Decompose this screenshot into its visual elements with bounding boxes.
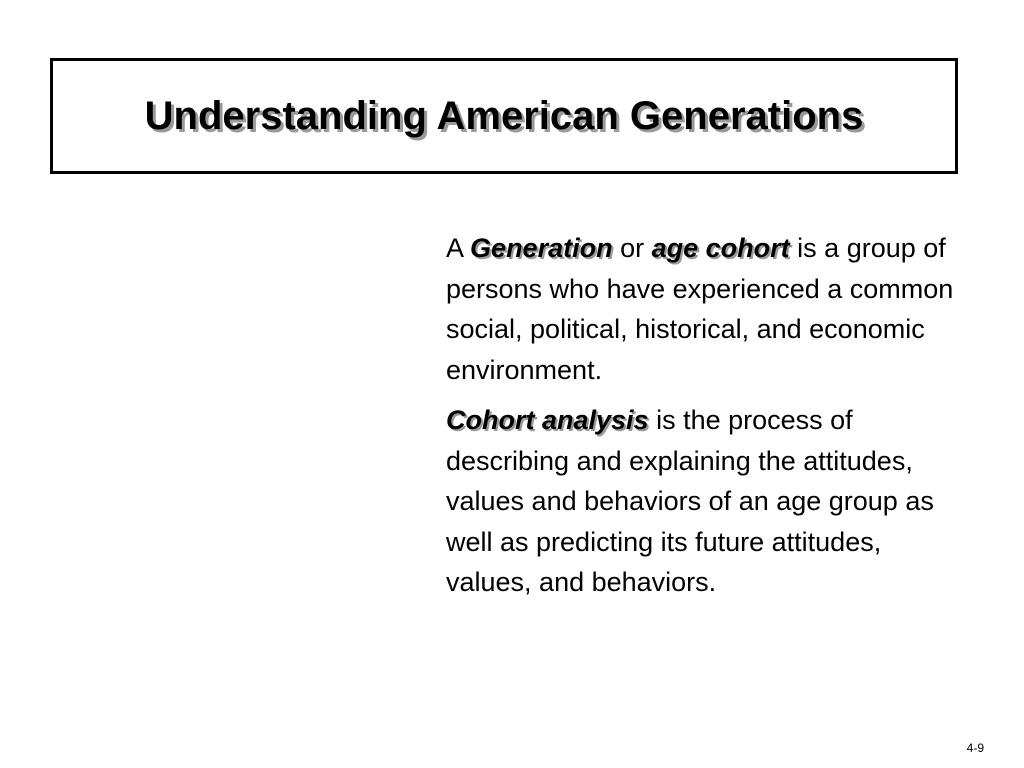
term-cohort-analysis: Cohort analysis bbox=[446, 405, 649, 435]
paragraph-connector: or bbox=[620, 233, 645, 263]
term-generation: Generation bbox=[470, 233, 613, 263]
slide-number: 4-9 bbox=[966, 741, 984, 755]
generation-definition-paragraph bbox=[446, 228, 956, 390]
cohort-analysis-paragraph bbox=[446, 400, 956, 603]
paragraph-lead: A bbox=[446, 233, 463, 263]
term-age-cohort: age cohort bbox=[651, 233, 790, 263]
generation-definition-text: is a group of persons who have experienced a common social, political, historical, and economic environment. bbox=[446, 233, 954, 385]
slide-body bbox=[446, 228, 956, 613]
slide-title: Understanding American Generations bbox=[144, 93, 864, 138]
cohort-analysis-text: is the process of describing and explaining the attitudes, values and behaviors of an age group as well as predicting its future attitudes, values, and behaviors. bbox=[446, 405, 934, 597]
title-box bbox=[50, 58, 958, 174]
